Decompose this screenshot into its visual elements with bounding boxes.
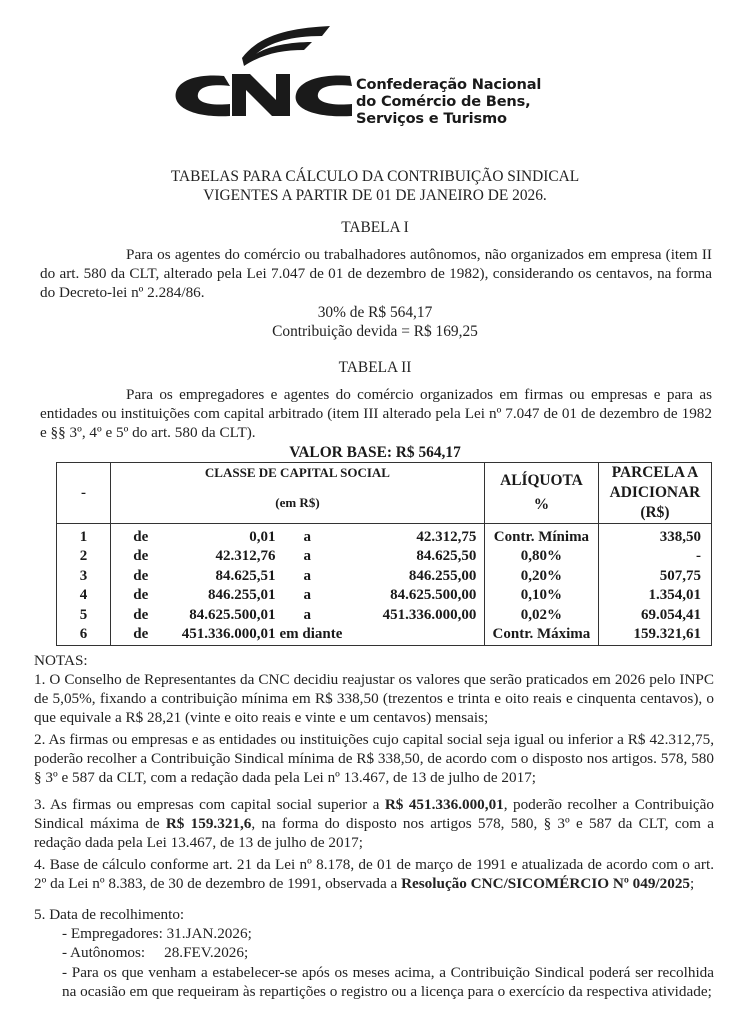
- tabela1-paragraph: Para os agentes do comércio ou trabalhadores autônomos, não organizados em empresa (item II do art. 580 da CLT, alterado pela Lei 7.047 de 01 de dezembro de 1982), considerando os centavos, na forma do Decreto-lei nº 2.284/86.: [40, 246, 712, 301]
- table-row: 6 de 451.336.000,01 em diante Contr. Máxima 159.321,61: [57, 625, 712, 645]
- table-row: 5 de 84.625.500,01 a 451.336.000,00 0,02% 69.054,41: [57, 606, 712, 626]
- notas-heading: NOTAS:: [34, 652, 88, 669]
- document-title-line2: VIGENTES A PARTIR DE 01 DE JANEIRO DE 2026.: [203, 187, 547, 204]
- nota-1: 1. O Conselho de Representantes da CNC decidiu reajustar os valores que serão praticados em 2026 pelo INPC de 5,05%, fixando a contribuição mínima em R$ 338,50 (trezentos e trinta e oito reais e cinquenta centavos), o que equivale a R$ 28,21 (vinte e oito reais e vinte e um centavos) mensais;: [34, 671, 714, 727]
- tabela2-paragraph: Para os empregadores e agentes do comércio organizados em firmas ou empresas e para as entidades ou instituições com capital arbitrado (item III alterado pela Lei nº 7.047 de 01 de dezembro de 1982 e §§ 3º, 4º e 5º do art. 580 da CLT).: [40, 386, 712, 441]
- table-row: 4 de 846.255,01 a 84.625.500,00 0,10% 1.354,01: [57, 586, 712, 606]
- table-row: 3 de 84.625,51 a 846.255,00 0,20% 507,75: [57, 567, 712, 587]
- nota-5-heading: 5. Data de recolhimento:: [34, 906, 185, 923]
- col-header-index: -: [57, 463, 111, 524]
- table-row: 2 de 42.312,76 a 84.625,50 0,80% -: [57, 547, 712, 567]
- tabela1-heading: TABELA I: [341, 219, 409, 236]
- table-header-row: [57, 463, 712, 524]
- cnc-logo-mark-icon: [172, 22, 362, 122]
- nota-5-item-novos: - Para os que venham a estabelecer-se após os meses acima, a Contribuição Sindical poderá ser recolhida na ocasião em que requeiram às repartições o registro ou a licença para o exercício da respectiva atividade;: [62, 963, 714, 1000]
- nota-5-item-empregadores: - Empregadores: 31.JAN.2026;: [62, 925, 252, 943]
- col-header-classe: CLASSE DE CAPITAL SOCIAL (em R$): [111, 463, 485, 524]
- nota-3: 3. As firmas ou empresas com capital social superior a R$ 451.336.000,01, poderão recolher a Contribuição Sindical máxima de R$ 159.321,6, na forma do disposto nos artigos 578, 580, § 3º e 587 da CLT, com a redação dada pela Lei 13.467, de 13 de julho de 2017;: [34, 796, 715, 852]
- nota-4: 4. Base de cálculo conforme art. 21 da Lei nº 8.178, de 01 de março de 1991 e atualizada de acordo com o art. 2º da Lei nº 8.383, de 30 de dezembro de 1991, observada a Resolução CNC/SICOMÉRCIO Nº 049/2025;: [34, 856, 714, 893]
- tabela1-calc-line2: Contribuição devida = R$ 169,25: [272, 323, 478, 340]
- table-row: 1 de 0,01 a 42.312,75 Contr. Mínima 338,50: [57, 528, 712, 548]
- tabela1-calc-line1: 30% de R$ 564,17: [317, 304, 433, 321]
- nota-5: [34, 905, 714, 1001]
- col-header-parcela: PARCELA A ADICIONAR (R$): [598, 463, 711, 524]
- org-name: Confederação Nacional do Comércio de Bens, Serviços e Turismo: [356, 76, 542, 127]
- col-header-aliquota: ALÍQUOTA %: [484, 463, 598, 524]
- nota-2: 2. As firmas ou empresas e as entidades ou instituições cujo capital social seja igual ou inferior a R$ 42.312,75, poderão recolher a Contribuição Sindical mínima de R$ 338,50, de acordo com o disposto nos artigos. 578, 580 § 3º e 587 da CLT, com a redação dada pela Lei nº 13.467, de 13 de julho de 2017;: [34, 731, 714, 787]
- document-title-line1: TABELAS PARA CÁLCULO DA CONTRIBUIÇÃO SINDICAL: [170, 168, 580, 185]
- capital-social-table: [56, 462, 712, 646]
- cnc-logo: [172, 22, 592, 132]
- tabela2-heading: TABELA II: [338, 359, 412, 376]
- nota-5-item-autonomos: - Autônomos: 28.FEV.2026;: [62, 944, 249, 962]
- valor-base: VALOR BASE: R$ 564,17: [289, 444, 461, 461]
